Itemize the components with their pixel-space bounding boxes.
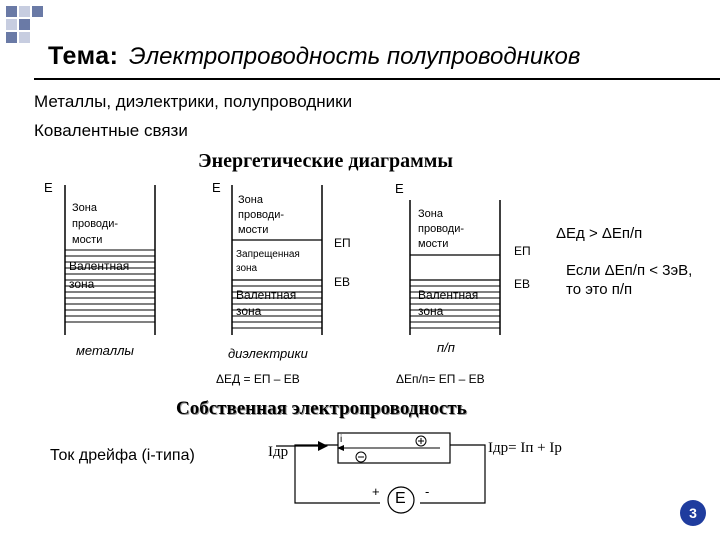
metals-energy-axis-label: E	[44, 180, 53, 195]
drift-current-symbol: Iдр	[268, 444, 289, 460]
semiconductor-energy-axis-label: E	[395, 181, 404, 196]
label-line: проводи-	[418, 223, 465, 235]
source-label: E	[395, 490, 406, 507]
semiconductor-valence-level-label: EВ	[514, 277, 531, 291]
condition-line: Если ΔEп/п < 3эВ,	[566, 262, 693, 279]
page-number-badge: 3	[680, 500, 706, 526]
label-line: Зона	[238, 194, 263, 206]
dielectrics-conduction-band-label	[238, 193, 284, 238]
semiconductor-conduction-level-label: EП	[514, 244, 531, 258]
label-line: Запрещенная	[236, 249, 300, 260]
label-line: Зона	[72, 202, 97, 214]
title-text: Электропроводность полупроводников	[128, 43, 581, 70]
forbidden-band-label	[236, 248, 300, 276]
dielectrics-caption: диэлектрики	[228, 346, 308, 361]
label-line: мости	[238, 224, 269, 236]
label-line: проводи-	[238, 209, 285, 221]
dielectrics-conduction-level-label: EП	[334, 236, 351, 250]
title-label: Тема:	[48, 42, 119, 70]
label-line: мости	[72, 234, 103, 246]
dielectrics-energy-axis-label: E	[212, 180, 221, 195]
metals-conduction-band-label	[72, 200, 118, 248]
label-line: мости	[418, 238, 449, 250]
condition-line: то это п/п	[566, 281, 633, 298]
label-line: зона	[236, 304, 262, 318]
drift-current-equation: Iдр= Iп + Iр	[488, 440, 562, 456]
semiconductor-gap-formula: ΔEп/п= EП – EВ	[396, 372, 485, 386]
source-plus-terminal: +	[372, 484, 380, 499]
label-line: зона	[236, 263, 258, 274]
label-line: Валентная	[236, 288, 297, 302]
metals-valence-band-label	[69, 257, 129, 293]
label-line: зона	[69, 277, 95, 291]
label-line: Валентная	[69, 259, 130, 273]
semiconductor-caption: п/п	[437, 340, 455, 355]
section-energy-diagrams: Энергетические диаграммы	[198, 150, 454, 172]
label-line: Зона	[418, 208, 443, 220]
dielectrics-valence-band-label	[236, 287, 296, 319]
semiconductor-valence-band-label	[418, 287, 478, 319]
metals-caption: металлы	[76, 343, 134, 358]
drift-current-label: Ток дрейфа (i-типа)	[50, 447, 195, 464]
semiconductor-conduction-band-label	[418, 207, 464, 252]
topic-line: Ковалентные связи	[34, 121, 188, 140]
label-line: зона	[418, 304, 444, 318]
label-line: Валентная	[418, 288, 479, 302]
gap-inequality: ΔEд > ΔEп/п	[556, 225, 643, 242]
dielectrics-valence-level-label: EВ	[334, 275, 351, 289]
label-line: проводи-	[72, 218, 119, 230]
current-i-mark: i	[340, 434, 343, 445]
section-intrinsic-conductivity: Собственная электропроводность	[176, 398, 467, 419]
topic-line: Металлы, диэлектрики, полупроводники	[34, 92, 353, 111]
drift-circuit	[276, 433, 485, 513]
dielectrics-gap-formula: ΔEД = EП – EВ	[216, 372, 300, 386]
source-minus-terminal: -	[425, 484, 430, 499]
